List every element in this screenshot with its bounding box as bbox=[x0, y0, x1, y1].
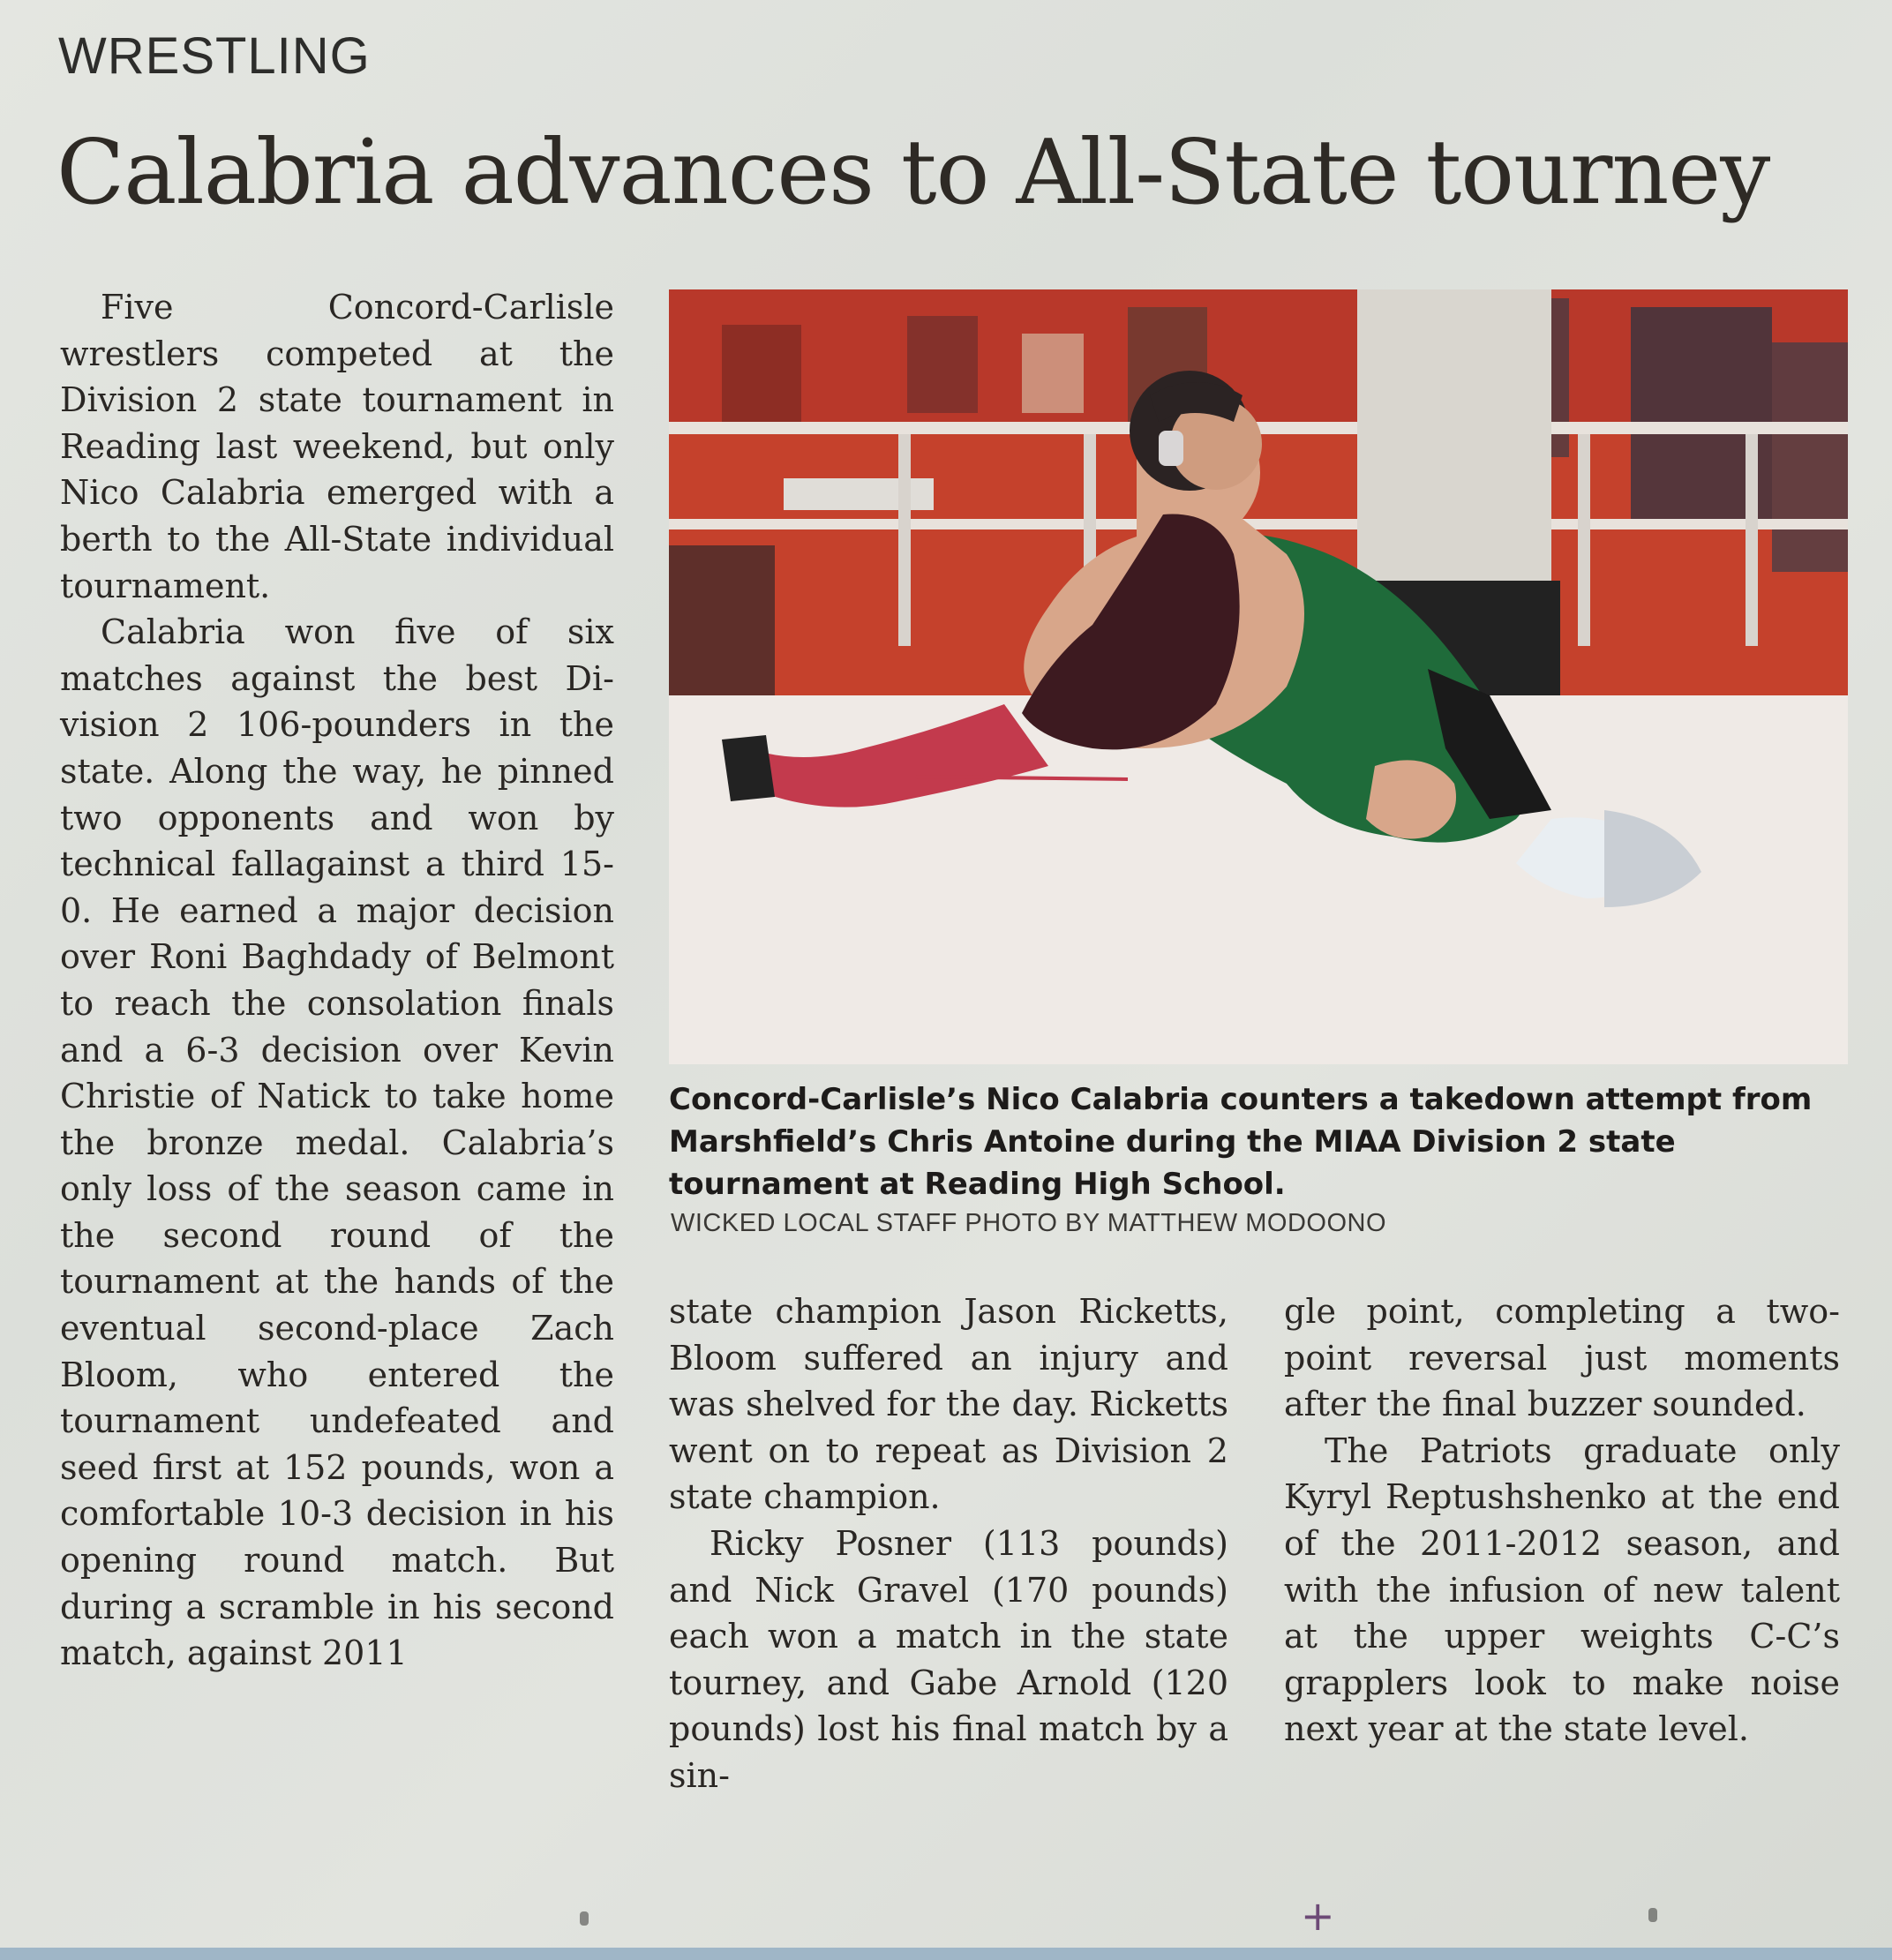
article-paragraph: Ricky Posner (113 pounds) and Nick Gravel (170 pounds) each won a match in the state tourney, and Gabe Arnold (120 pounds) lost his final match by a sin- bbox=[669, 1523, 1228, 1795]
article-paragraph: Calabria won five of six matches against the best Division 2 106-pounders in the state. Along the way, he pinned two opponents and won by technical fallagainst a third 15-0. He earned a major decision over Roni Baghdady of Belmont to reach the consolation finals and a 6-3 decision over Kevin Christie of Natick to take home the bronze medal. Calabria’s only loss of the season came in the second round of the tournament at the hands of the eventual second-place Zach Bloom, who entered the tournament undefeated and seed first at 152 pounds, won a comfortable 10-3 decision in his opening round match. But during a scramble in his second match, against 2011 bbox=[60, 612, 614, 1673]
article-paragraph: The Patriots graduate only Kyryl Reptushshenko at the end of the 2011-2012 season, and with the infusion of new talent at the upper weights C-C’s grapplers look to make noise next year at the state level. bbox=[1284, 1431, 1840, 1749]
article-paragraph: state champion Jason Ricketts, Bloom suffered an injury and was shelved for the day. Ricketts went on to repeat as Division 2 state champion. bbox=[669, 1292, 1228, 1517]
wrestling-photo-illustration bbox=[669, 289, 1848, 1064]
wrestling-photo bbox=[669, 289, 1848, 1064]
article-column-2 bbox=[669, 1288, 1228, 1799]
headline: Calabria advances to All-State tourney bbox=[56, 120, 1770, 224]
article-column-1 bbox=[60, 284, 614, 1677]
ink-speck bbox=[580, 1911, 589, 1926]
article-paragraph: gle point, completing a two-point reversal just moments after the final buzzer sounded. bbox=[1284, 1292, 1840, 1424]
article-column-3 bbox=[1284, 1288, 1840, 1753]
registration-mark-icon: + bbox=[1301, 1892, 1335, 1940]
section-label: WRESTLING bbox=[58, 27, 371, 85]
photo-caption: Concord-Carlisle’s Nico Calabria counters a takedown attempt from Marshfield’s Chris Antoine during the MIAA Division 2 state tournament at Reading High School. bbox=[669, 1082, 1813, 1202]
article-paragraph: Five Concord-Carlisle wrestlers competed at the Division 2 state tournament in Reading last weekend, but only Nico Calabria emerged with a berth to the All-State individual tournament. bbox=[60, 288, 614, 605]
ink-speck bbox=[1648, 1908, 1657, 1922]
photo-credit: WICKED LOCAL STAFF PHOTO BY MATTHEW MODOONO bbox=[671, 1209, 1386, 1237]
